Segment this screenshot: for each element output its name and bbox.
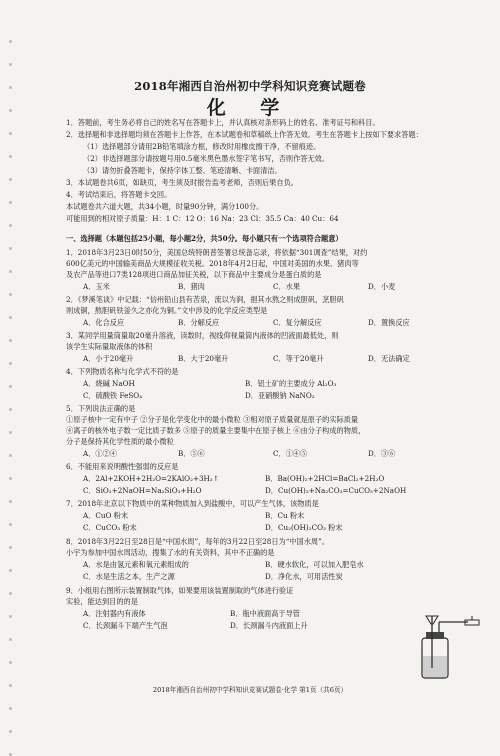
question-stem: 3．某同学用量筒量取20毫升溶液，读数时，视线仰视量筒内液体的凹液面最低处，则 (66, 331, 339, 340)
option[interactable]: D．Cu(OH)₂+Na₂CO₃=CuCO₃+2NaOH (265, 486, 407, 495)
section-heading: 一、选择题（本题包括25小题，每小题2分，共50分。每小题只有一个选项符合题意） (66, 234, 343, 243)
option[interactable]: C．①④⑤ (273, 449, 308, 458)
option[interactable]: B．铝土矿的主要成分 Al₂O₃ (245, 379, 337, 388)
exam-title: 2018年湘西自治州初中学科知识竞赛试题卷 (134, 79, 366, 93)
note-7: 4．考试结束后，将答题卡交回。 (66, 190, 172, 199)
question-stem: 5．下列说法正确的是 (66, 404, 136, 413)
option[interactable]: D．净化水，可用活性炭 (265, 572, 343, 581)
question-stem: 则成铜，熬胆矾铁釜久之亦化为铜。”文中涉及的化学反应类型是 (66, 306, 268, 315)
option[interactable]: C．CuCO₃ 粉末 (83, 523, 137, 532)
option[interactable]: C．SiO₂+2NaOH=Na₂SiO₃+H₂O (83, 486, 202, 495)
option[interactable]: B．硬水软化，可以加入肥皂水 (265, 560, 364, 569)
note-9: 可能用到的相对原子质量：H：1 C：12 O：16 Na：23 Cl：35.5 Ca：40 Cu：64 (66, 214, 339, 223)
option[interactable]: B．Ba(OH)₂+2HCl=BaCl₂+2H₂O (265, 474, 385, 483)
note-2: 2．选择题和非选择题均须在答题卡上作答，在本试题卷和草稿纸上作答无效。考生在答题卡上按如下要求答题： (66, 130, 423, 139)
option[interactable]: A．注射器内有液体 (83, 609, 146, 618)
question-stem: ④离子的核外电子数一定比质子数多 ⑤原子的质量主要集中在原子核上 ⑥由分子构成的物质， (66, 426, 366, 435)
question-stem: 小宇为参加中国水周活动，搜集了水的有关资料，其中不正确的是 (66, 548, 275, 557)
question-stem: 2．《梦溪笔谈》中记载：“信州铅山县有苦泉，流以为涧，挹其水熬之则成胆矾，烹胆矾 (66, 295, 344, 304)
option[interactable]: B．⑤⑥ (178, 449, 205, 458)
option[interactable]: C．水是生活之本，生产之源 (83, 572, 175, 581)
option[interactable]: C．硫酸铁 FeSO₄ (83, 391, 143, 400)
option[interactable]: A．2Al+2KOH+2H₂O=2KAlO₂+3H₂↑ (83, 474, 219, 483)
option[interactable]: D．小麦 (368, 282, 396, 291)
question-stem: 6．不能用来说明酸性强弱的反应是 (66, 462, 179, 471)
question-stem: 及农产品等进口7类128项进口商品加征关税，以下商品中主要成分是蛋白质的是 (66, 270, 322, 279)
option[interactable]: D．无法确定 (368, 354, 410, 363)
option[interactable]: B．瓶中液面高于导管 (230, 609, 300, 618)
question-stem: 分子是保持其化学性质的最小微粒 (66, 437, 174, 446)
option[interactable]: A．玉米 (83, 282, 110, 291)
question-stem: 1．2018年3月23日0时50分，美国总统特朗普签署总统备忘录，将依据“301调查”结果，对约 (66, 248, 368, 257)
note-1: 1．答题前，考生务必将自己的姓名写在答题卡上，并认真核对条形码上的姓名、准考证号和科目。 (66, 118, 380, 127)
question-stem: ①原子核中一定有中子 ②分子是化学变化中的最小微粒 ③相对原子质量就是原子的实际质量 (66, 415, 359, 424)
option[interactable]: A．小于20毫升 (83, 354, 134, 363)
question-stem: 4．下列物质名称与化学式不符的是 (66, 367, 179, 376)
question-stem: 7．2018年北京以下物质中的某种物质加入到盐酸中，可以产生气体，该物质是 (66, 499, 319, 508)
option[interactable]: A．烧碱 NaOH (83, 379, 135, 388)
option[interactable]: D．置换反应 (368, 318, 410, 327)
option[interactable]: A．化合反应 (83, 318, 125, 327)
question-stem: 该学生实际量取液体的体积 (66, 342, 153, 351)
option[interactable]: C．等于20毫升 (273, 354, 324, 363)
option[interactable]: D．Cu₂(OH)₂CO₃ 粉末 (265, 523, 343, 532)
option[interactable]: C．复分解反应 (273, 318, 322, 327)
option[interactable]: A．水是由氢元素和氧元素组成的 (83, 560, 189, 569)
option[interactable]: D．③⑥ (368, 449, 396, 458)
option[interactable]: B．大于20毫升 (178, 354, 229, 363)
option[interactable]: B．Cu 粉末 (265, 511, 305, 520)
question-stem: 8．2018年3月22日至28日是“中国水周”，每年的3月22日至28日为“中国水周”。 (66, 537, 329, 546)
page-footer: 2018年湘西自治州初中学科知识竞赛试题卷·化学 第1页（共6页） (152, 686, 348, 694)
option[interactable]: D．长颈漏斗内液面上升 (230, 621, 308, 630)
question-stem: 600亿美元的中国输美商品大规模征收关税。2018年4月2日起，中国对美国的水果、猪肉等 (66, 259, 359, 268)
question-stem: 实验，能达到目的的是 (66, 597, 138, 606)
option[interactable]: B．猪肉 (178, 282, 205, 291)
option[interactable]: A．①②④ (83, 449, 117, 458)
note-5: （3）请勿折叠答题卡，保持字体工整、笔迹清晰、卡面清洁。 (83, 166, 282, 175)
exam-subject: 化 学 (206, 97, 294, 119)
question-stem: 9．小组用右图所示装置制取气体，如果要用该装置制取的气体进行验证 (66, 586, 294, 595)
option[interactable]: A．CuO 粉末 (83, 511, 129, 520)
note-3: （1）选择题部分请用2B铅笔填涂方框，修改时用橡皮擦干净，不留痕迹。 (83, 142, 321, 151)
note-8: 本试题卷共六道大题，共34小题，时量90分钟，满分100分。 (66, 202, 264, 211)
option[interactable]: C．水果 (273, 282, 301, 291)
option[interactable]: D．亚硝酸钠 NaNO₂ (245, 391, 315, 400)
binding-margin (8, 40, 14, 680)
note-6: 3．本试题卷共6页，如缺页，考生须及时报告监考老师，否则后果自负。 (66, 178, 298, 187)
gas-apparatus-figure (410, 612, 482, 684)
option[interactable]: C．长颈漏斗下端产生气泡 (83, 621, 168, 630)
note-4: （2）非选择题部分请按题号用0.5毫米黑色墨水签字笔书写，否则作答无效。 (83, 154, 330, 163)
option[interactable]: B．分解反应 (178, 318, 220, 327)
